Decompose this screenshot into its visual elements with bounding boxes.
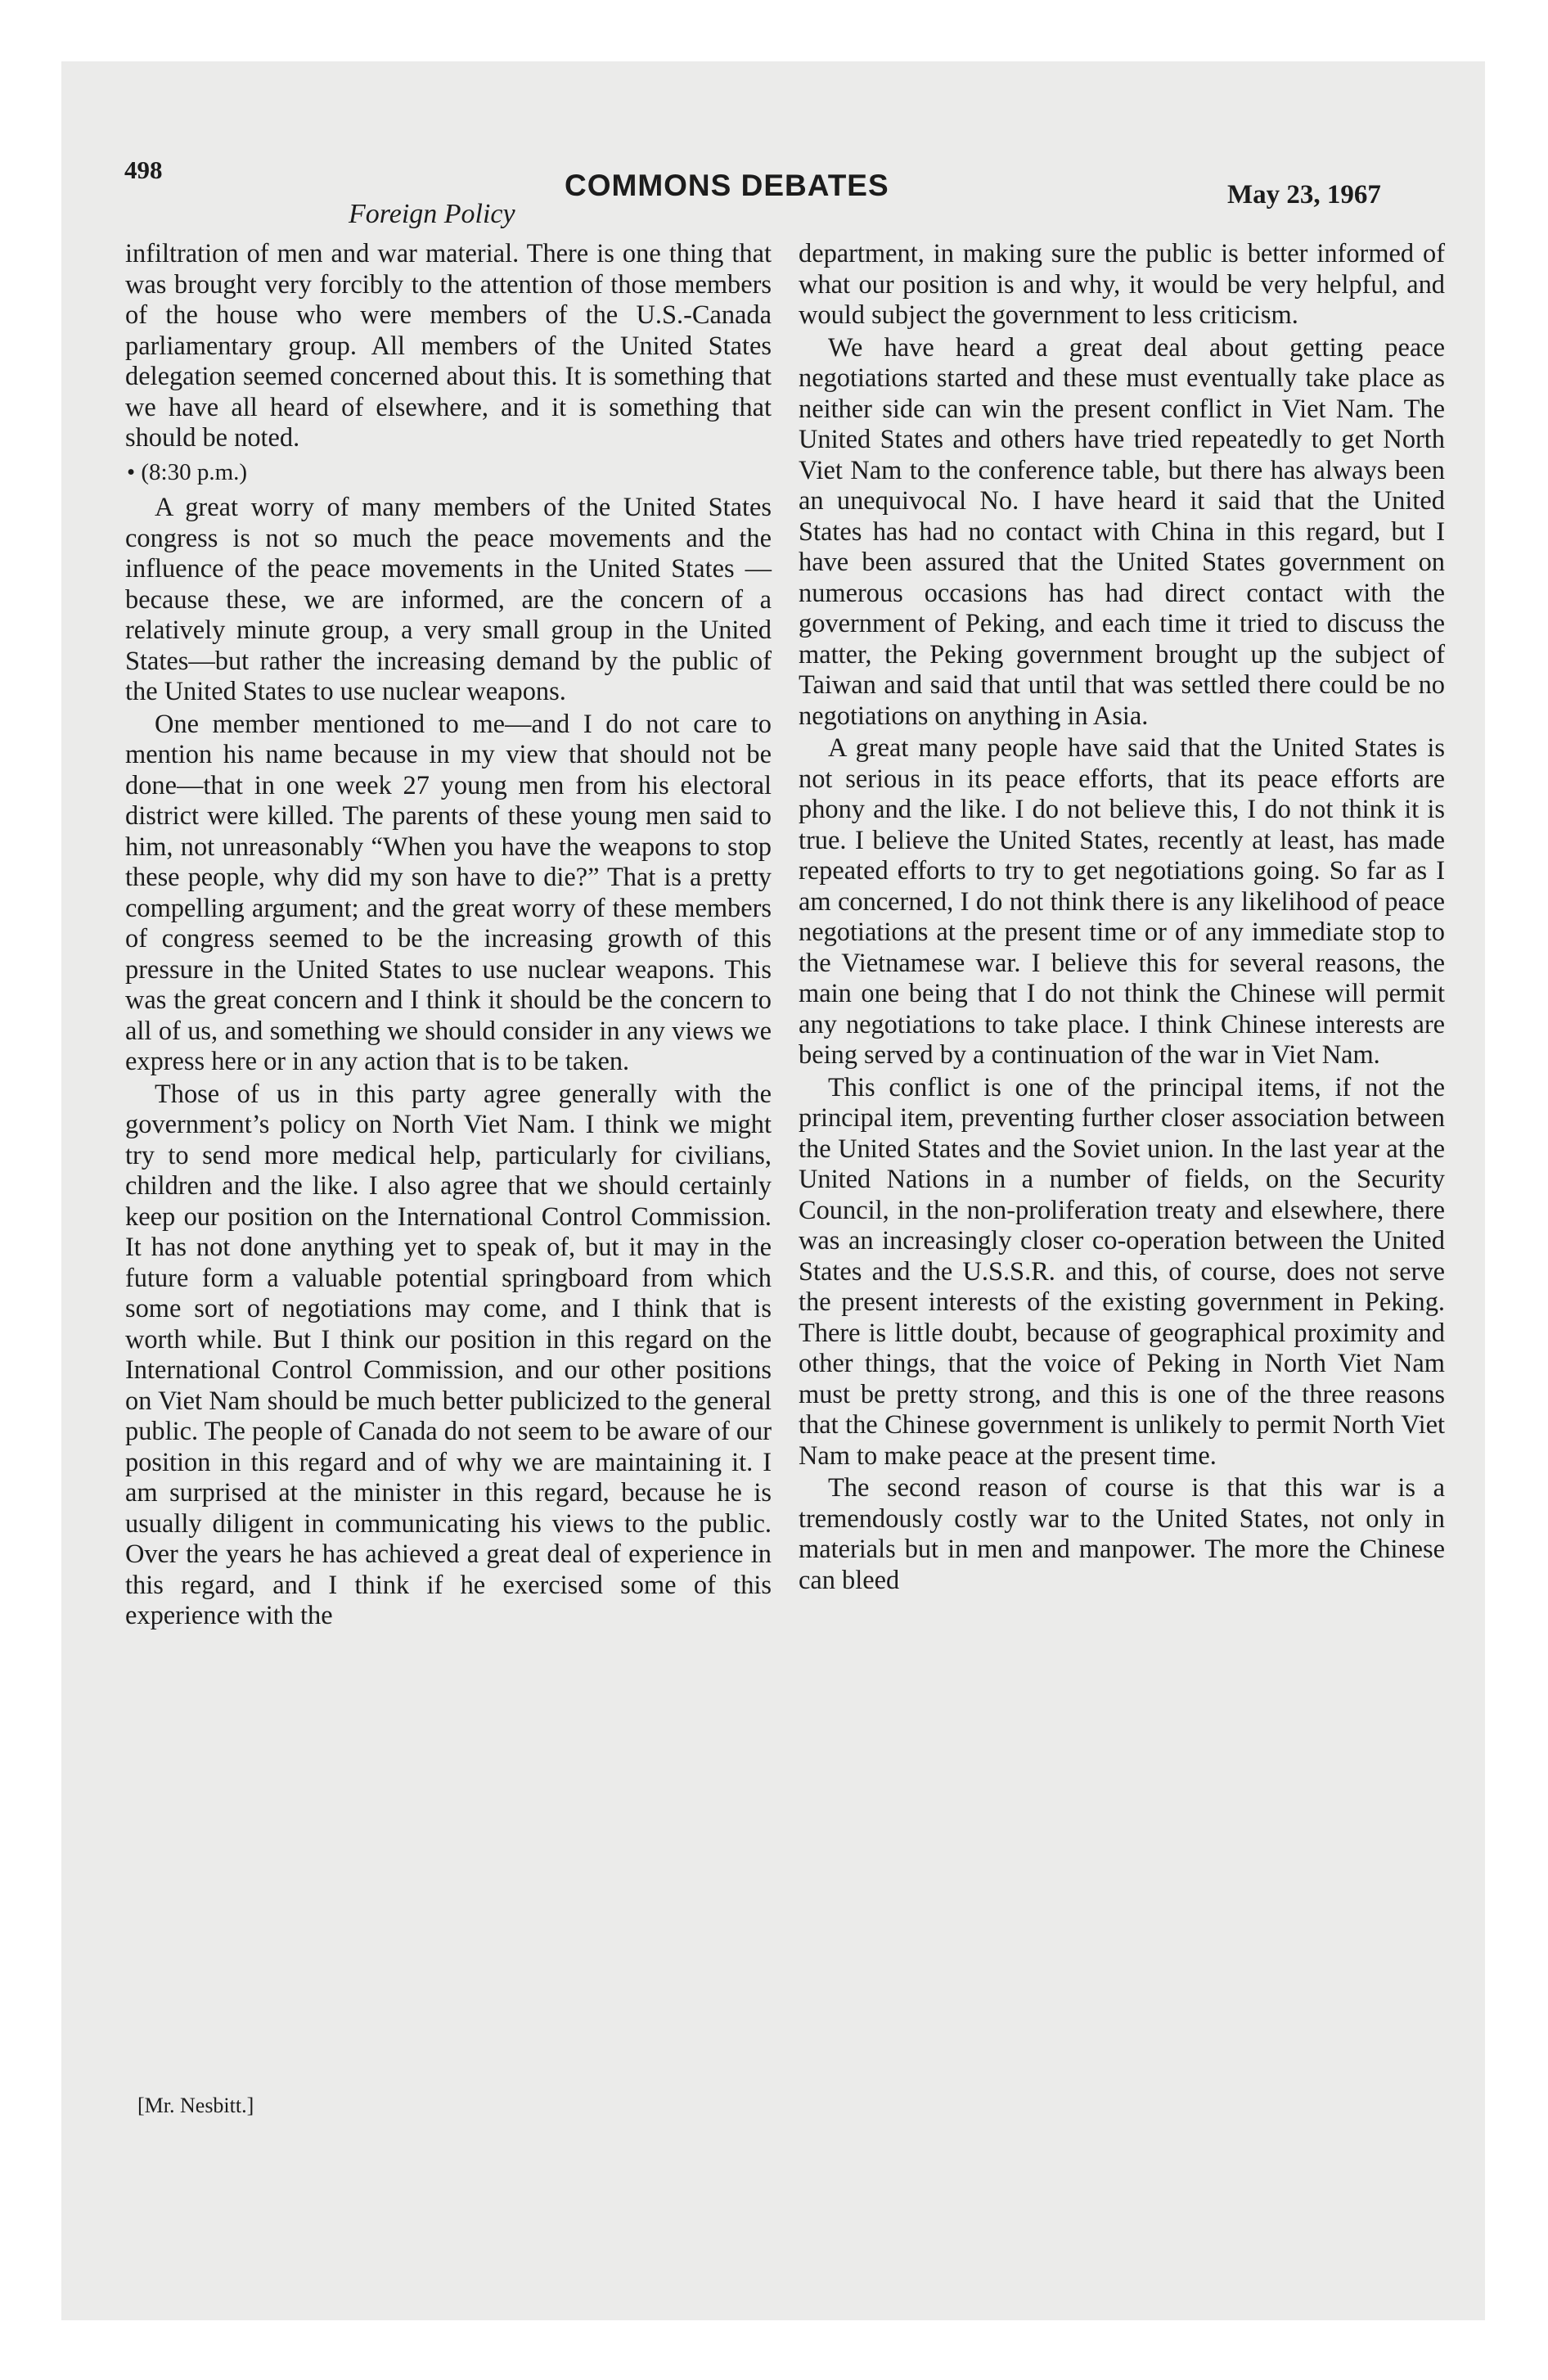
- paragraph: infiltration of men and war material. There is one thing that was brought very forcibly to the attention of those members of the house who were members of the U.S.-Canada parliamentary group. All members of the United States delegation seemed concerned about this. It is something that we have all heard of elsewhere, and it is something that should be noted.: [125, 239, 772, 453]
- right-column: [799, 239, 1445, 1598]
- page-number: 498: [124, 156, 163, 184]
- time-mark: • (8:30 p.m.): [127, 458, 248, 485]
- paragraph: One member mentioned to me—and I do not care to mention his name because in my view that should not be done—that in one week 27 young men from his electoral district were killed. The parents of these young men said to him, not unreasonably “When you have the weapons to stop these people, why did my son have to die?” That is a pretty compelling argument; and the great worry of these members of congress seemed to be the increasing growth of this pressure in the United States to use nuclear weapons. This was the great concern and I think it should be the concern to all of us, and something we should consider in any views we express here or in any action that is to be taken.: [125, 709, 772, 1076]
- paragraph: We have heard a great deal about getting peace negotiations started and these must eventually take place as neither side can win the present conflict in Viet Nam. The United States and others have tried repeatedly to get North Viet Nam to the conference table, but there has always been an unequivocal No. I have heard it said that the United States has had no contact with China in this regard, but I have been assured that the United States government on numerous occasions has had direct contact with the government of Peking, and each time it tried to discuss the matter, the Peking government brought up the subject of Taiwan and said that until that was settled there could be no negotiations on anything in Asia.: [799, 332, 1445, 731]
- paragraph: Those of us in this party agree generally with the government’s policy on North Viet Nam. I think we might try to send more medical help, particularly for civilians, children and the like. I also agree that we should certainly keep our position on the International Control Commission. It has not done anything yet to speak of, but it may in the future form a valuable potential springboard from which some sort of negotiations may come, and I think that is worth while. But I think our position in this regard on the International Control Commission, and our other positions on Viet Nam should be much better publicized to the general public. The people of Canada do not seem to be aware of our position in this regard and of why we are maintaining it. I am surprised at the minister in this regard, because he is usually diligent in communicating his views to the public. Over the years he has achieved a great deal of experience in this regard, and I think if he exercised some of this experience with the: [125, 1079, 772, 1630]
- paragraph: department, in making sure the public is better informed of what our position is and why, it would be very helpful, and would subject the government to less criticism.: [799, 239, 1445, 330]
- paragraph: The second reason of course is that this war is a tremendously costly war to the United States, not only in materials but in men and manpower. The more the Chinese can bleed: [799, 1473, 1445, 1595]
- journal-title: COMMONS DEBATES: [565, 169, 889, 202]
- section-label: Foreign Policy: [349, 199, 515, 229]
- issue-date: May 23, 1967: [1227, 180, 1381, 210]
- paragraph: This conflict is one of the principal items, if not the principal item, preventing further closer association between the United States and the Soviet union. In the last year at the United Nations in a number of fields, on the Security Council, in the non-proliferation treaty and elsewhere, there was an increasingly closer co-operation between the United States and the U.S.S.R. and this, of course, does not serve the present interests of the existing government in Peking. There is little doubt, because of geographical proximity and other things, that the voice of Peking in North Viet Nam must be pretty strong, and this is one of the three reasons that the Chinese government is unlikely to permit North Viet Nam to make peace at the present time.: [799, 1072, 1445, 1471]
- speaker-tag: [Mr. Nesbitt.]: [137, 2094, 254, 2117]
- paragraph: A great many people have said that the United States is not serious in its peace efforts, that its peace efforts are phony and the like. I do not believe this, I do not think it is true. I believe the United States, recently at least, has made repeated efforts to try to get negotiations going. So far as I am concerned, I do not think there is any likelihood of peace negotiations at the present time or of any immediate stop to the Vietnamese war. I believe this for several reasons, the main one being that I do not think the Chinese will permit any negotiations to take place. I think Chinese interests are being served by a continuation of the war in Viet Nam.: [799, 733, 1445, 1070]
- left-column: [125, 239, 772, 1634]
- paragraph: A great worry of many members of the United States congress is not so much the peace movements and the influence of the peace movements in the United States —because these, we are informed, are the concern of a relatively minute group, a very small group in the United States—but rather the increasing demand by the public of the United States to use nuclear weapons.: [125, 493, 772, 706]
